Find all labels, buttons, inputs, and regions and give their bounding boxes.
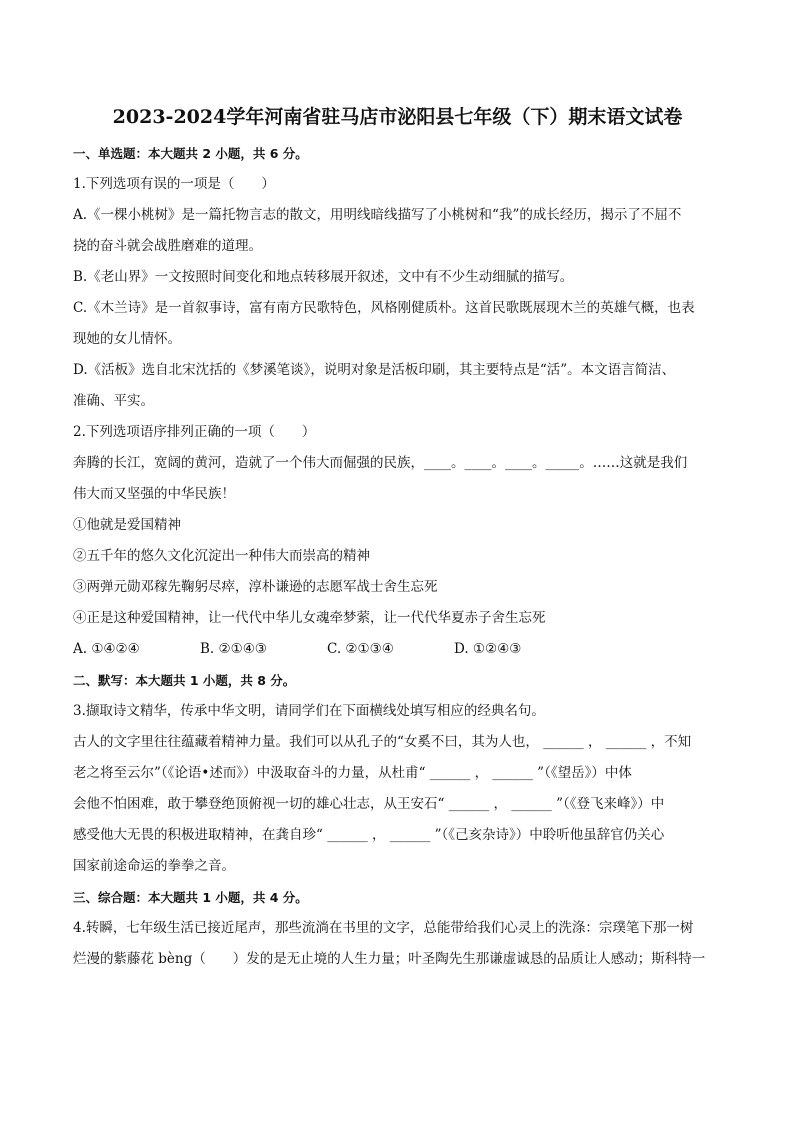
question-3-line: 古人的文字里往往蕴藏着精神力量。我们可以从孔子的“女奚不曰，其为人也， ______ ， ______ ，不知 (73, 734, 692, 750)
section-heading-dictation: 二、默写：本大题共 1 小题，共 8 分。 (73, 673, 296, 688)
question-2-stem: 2.下列选项语序排列正确的一项（ ） (73, 424, 316, 440)
question-3-stem: 3.撷取诗文精华，传承中华文明，请同学们在下面横线处填写相应的经典名句。 (73, 703, 545, 719)
question-2-line: 奔腾的长江，宽阔的黄河，造就了一个伟大而倔强的民族，____。____。____。_____。……这就是我们 (73, 455, 688, 471)
question-2-line: 伟大而又坚强的中华民族！ (73, 486, 235, 502)
question-1-line: D.《活板》选自北宋沈括的《梦溪笔谈》，说明对象是活板印刷，其主要特点是“活”。本文语言简洁、 (73, 362, 676, 378)
question-3-line: 国家前途命运的拳拳之音。 (73, 858, 235, 874)
question-4-line: 4.转瞬，七年级生活已接近尾声，那些流淌在书里的文字，总能带给我们心灵上的洗涤：宗璞笔下那一树 (73, 920, 694, 936)
question-3-line: 会他不怕困难，敢于攀登绝顶俯视一切的雄心壮志，从王安石“ ______ ， ______ ”（《登飞来峰》）中 (73, 796, 665, 812)
question-3-line: 老之将至云尔”（《论语•述而》）中汲取奋斗的力量，从杜甫“ ______ ， ______ ”（《望岳》）中体 (73, 765, 632, 781)
exam-title: 2023-2024学年河南省驻马店市泌阳县七年级（下）期末语文试卷 (112, 106, 683, 128)
question-1-line: A.《一棵小桃树》是一篇托物言志的散文，用明线暗线描写了小桃树和“我”的成长经历，揭示了不屈不 (73, 207, 682, 223)
question-1-line: 准确、平实。 (73, 393, 154, 409)
question-2-line: ②五千年的悠久文化沉淀出一种伟大而崇高的精神 (73, 548, 370, 564)
option-a: A. ①④②④ (73, 641, 140, 657)
option-c: C. ②①③④ (327, 641, 394, 657)
section-heading-single-choice: 一、单选题：本大题共 2 小题，共 6 分。 (73, 146, 308, 161)
question-3-line: 感受他大无畏的积极进取精神，在龚自珍“ ______ ， ______ ”（《己亥杂诗》）中聆听他虽辞官仍关心 (73, 827, 665, 843)
question-2-options (73, 634, 722, 665)
question-1-line: 挠的奋斗就会战胜磨难的道理。 (73, 238, 262, 254)
question-1-line: C.《木兰诗》是一首叙事诗，富有南方民歌特色，风格刚健质朴。这首民歌既展现木兰的英雄气概，也表 (73, 300, 695, 316)
question-2-line: ①他就是爱国精神 (73, 517, 181, 533)
question-1-line: B.《老山界》一文按照时间变化和地点转移展开叙述，文中有不少生动细腻的描写。 (73, 269, 574, 285)
question-1-line: 现她的女儿情怀。 (73, 331, 181, 347)
section-heading-comprehensive: 三、综合题：本大题共 1 小题，共 4 分。 (73, 890, 308, 905)
question-1-stem: 1.下列选项有误的一项是（ ） (73, 176, 275, 192)
question-2-line: ③两弹元勋邓稼先鞠躬尽瘁，淳朴谦逊的志愿军战士舍生忘死 (73, 579, 438, 595)
question-4-line: 烂漫的紫藤花 bèng（ ）发的是无止境的人生力量；叶圣陶先生那谦虚诚恳的品质让人感动；斯科特一 (73, 951, 706, 967)
question-2-line: ④正是这种爱国精神，让一代代中华儿女魂牵梦萦，让一代代华夏赤子舍生忘死 (73, 610, 546, 626)
option-b: B. ②①④③ (200, 641, 267, 657)
option-d: D. ①②④③ (454, 641, 522, 657)
